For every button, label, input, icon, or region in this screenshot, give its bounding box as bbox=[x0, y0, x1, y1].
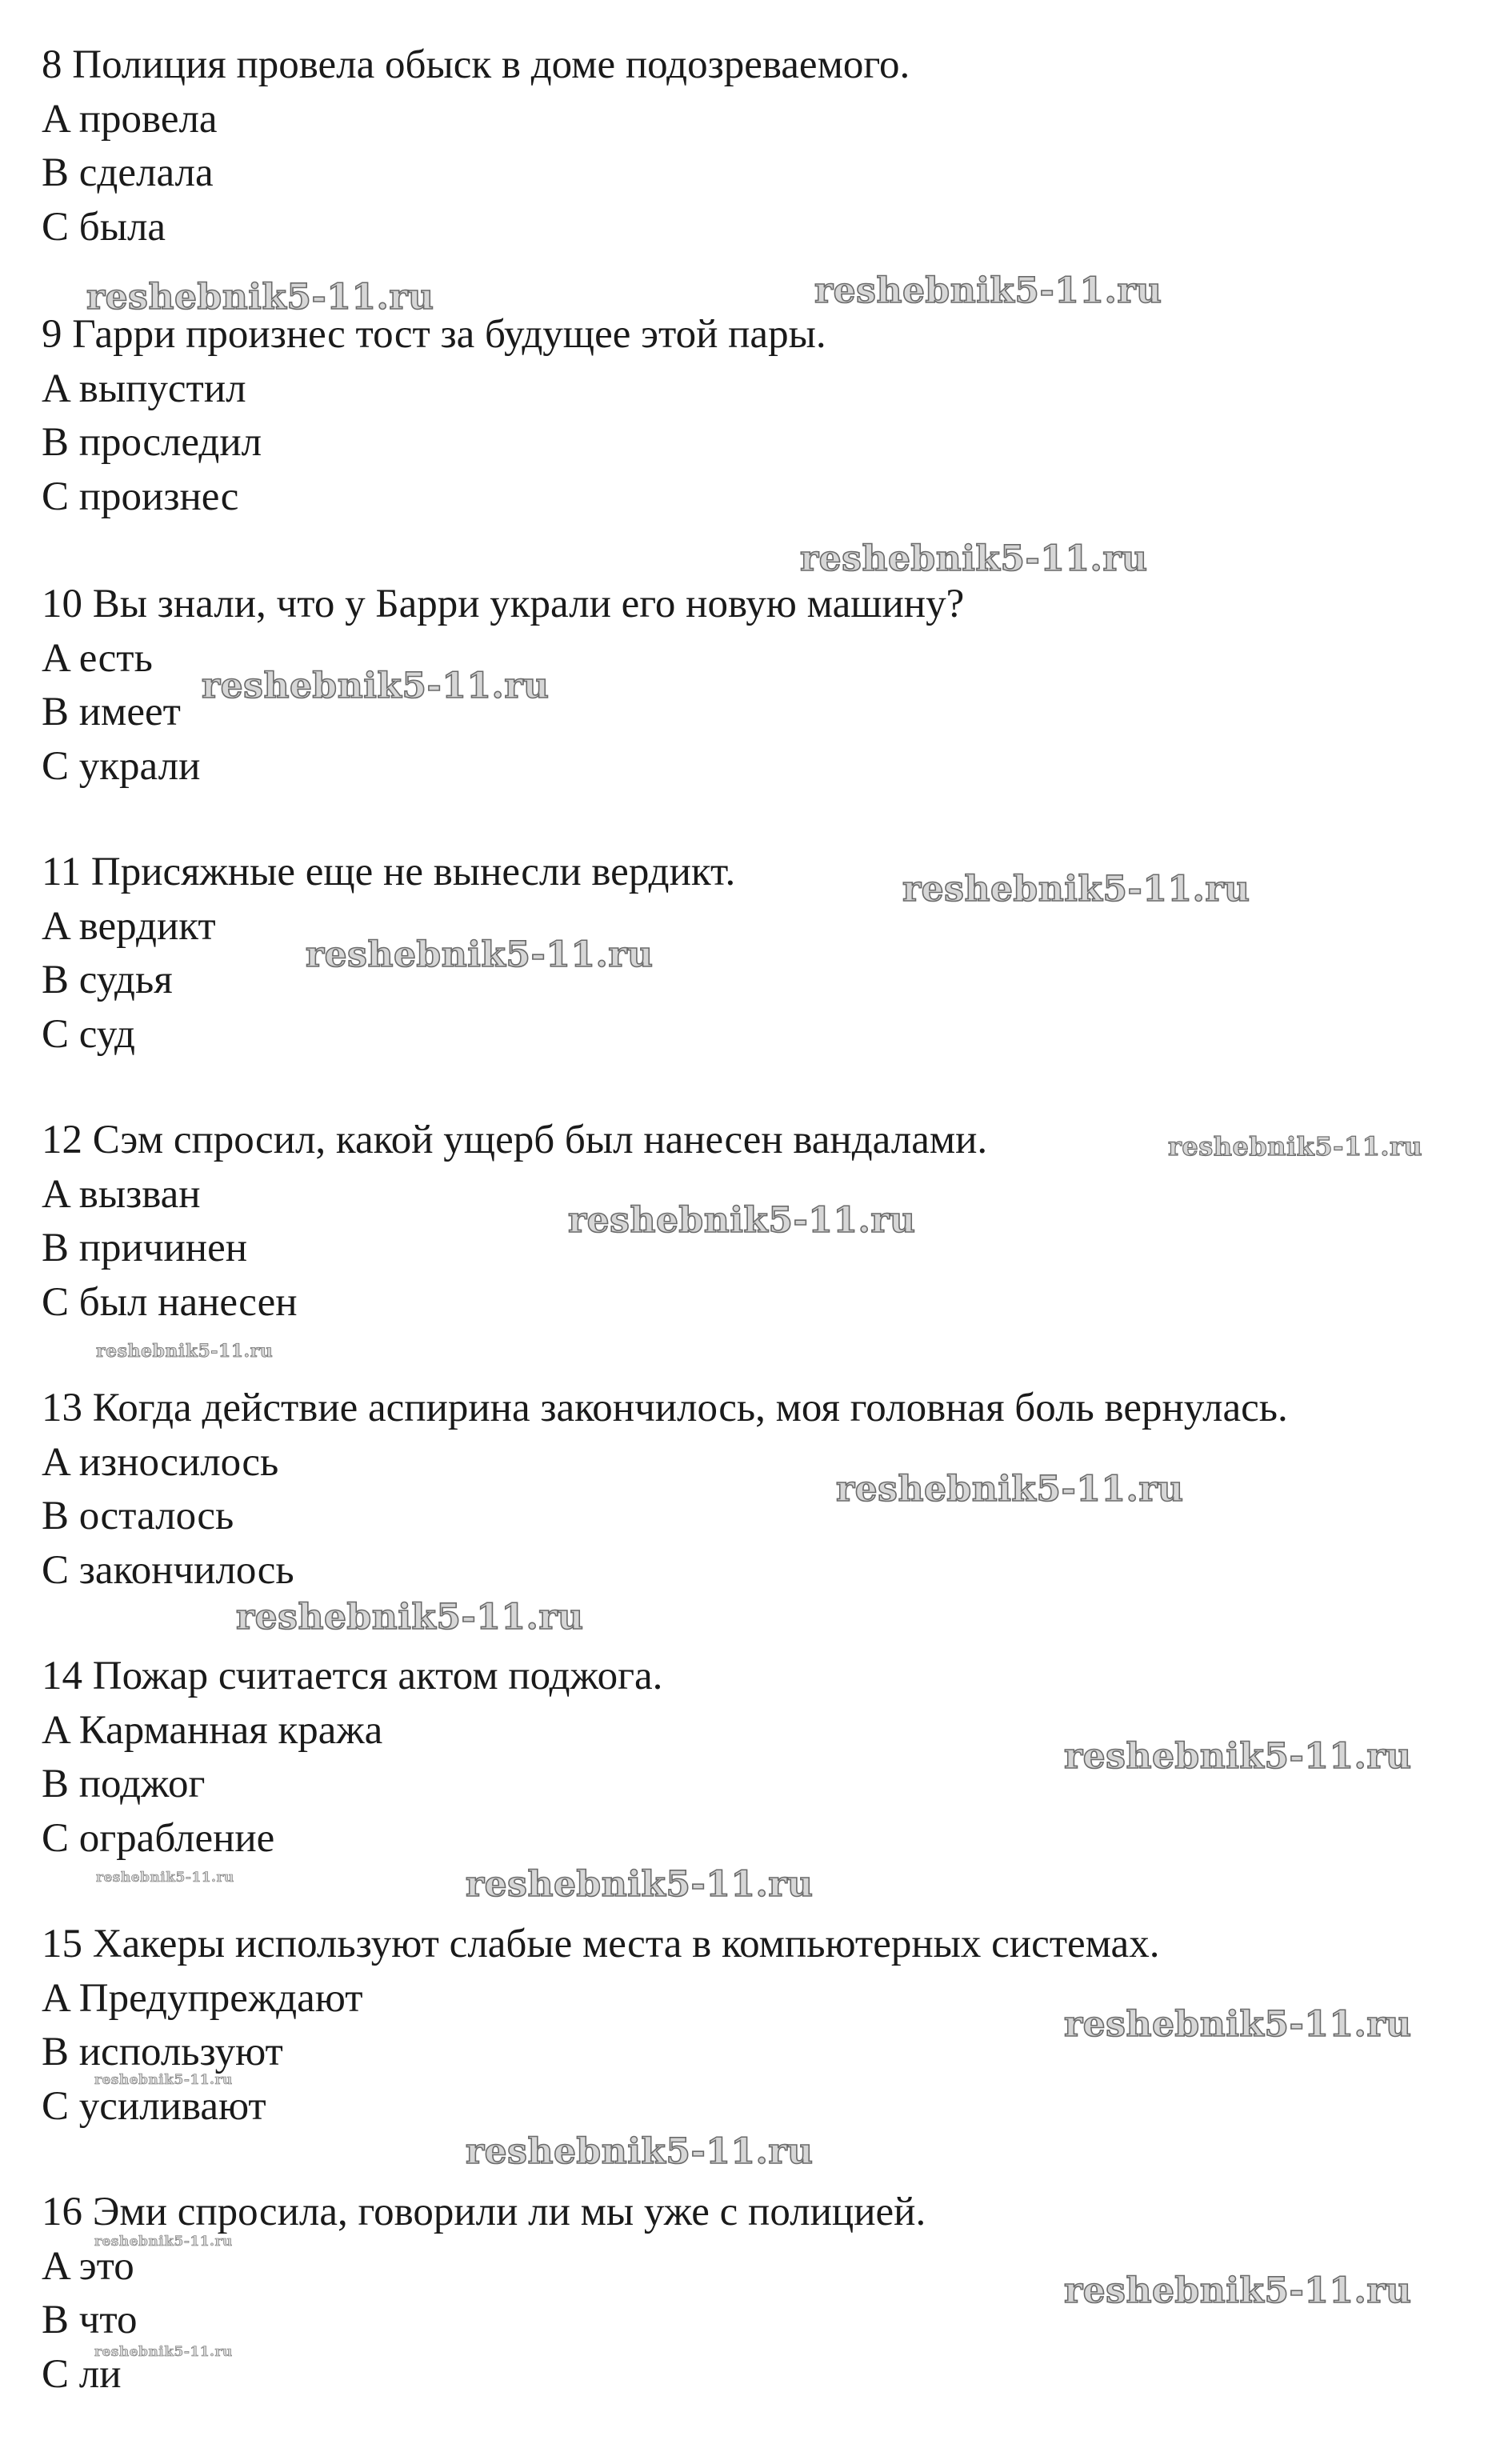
watermark: reshebnik5-11.ru bbox=[96, 1870, 234, 1886]
watermark: reshebnik5-11.ru bbox=[902, 869, 1250, 910]
question-8 bbox=[42, 38, 1482, 254]
question-prompt: 15 Хакеры используют слабые места в компьютерных системах. bbox=[42, 1922, 1160, 1966]
option-c: C усиливают bbox=[42, 2083, 266, 2129]
watermark: reshebnik5-11.ru bbox=[1064, 2270, 1412, 2311]
option-c: C ли bbox=[42, 2351, 122, 2397]
option-a: A выпустил bbox=[42, 366, 246, 411]
question-prompt: 11 Присяжные еще не вынесли вердикт. bbox=[42, 850, 736, 894]
option-a: A провела bbox=[42, 96, 218, 142]
option-c: C произнес bbox=[42, 474, 239, 519]
watermark: reshebnik5-11.ru bbox=[96, 1341, 274, 1362]
question-prompt: 8 Полиция провела обыск в доме подозреваемого. bbox=[42, 42, 910, 87]
question-9 bbox=[42, 308, 1482, 524]
option-b: B причинен bbox=[42, 1226, 248, 1270]
question-prompt: 9 Гарри произнес тост за будущее этой пары. bbox=[42, 312, 826, 357]
question-11 bbox=[42, 846, 1482, 1062]
watermark: reshebnik5-11.ru bbox=[466, 1864, 814, 1905]
question-prompt: 12 Сэм спросил, какой ущерб был нанесен вандалами. bbox=[42, 1118, 988, 1162]
watermark: reshebnik5-11.ru bbox=[814, 270, 1162, 311]
option-b: B проследил bbox=[42, 420, 262, 465]
question-prompt: 10 Вы знали, что у Барри украли его новую машину? bbox=[42, 582, 965, 626]
watermark: reshebnik5-11.ru bbox=[568, 1200, 916, 1241]
option-b: B судья bbox=[42, 958, 173, 1002]
watermark: reshebnik5-11.ru bbox=[1064, 1736, 1412, 1777]
option-a: A вызван bbox=[42, 1171, 201, 1217]
option-a: A есть bbox=[42, 635, 153, 681]
watermark: reshebnik5-11.ru bbox=[202, 666, 550, 706]
watermark: reshebnik5-11.ru bbox=[1064, 2004, 1412, 2045]
watermark: reshebnik5-11.ru bbox=[800, 538, 1148, 579]
question-13 bbox=[42, 1382, 1482, 1598]
watermark: reshebnik5-11.ru bbox=[306, 934, 654, 975]
watermark: reshebnik5-11.ru bbox=[94, 2234, 233, 2250]
option-b: B поджог bbox=[42, 1762, 206, 1806]
question-prompt: 14 Пожар считается актом поджога. bbox=[42, 1654, 663, 1698]
option-c: C украли bbox=[42, 743, 201, 789]
option-b: B имеет bbox=[42, 690, 181, 734]
option-c: C был нанесен bbox=[42, 1279, 298, 1325]
watermark: reshebnik5-11.ru bbox=[86, 277, 434, 318]
watermark: reshebnik5-11.ru bbox=[836, 1469, 1184, 1510]
watermark: reshebnik5-11.ru bbox=[236, 1597, 584, 1638]
question-prompt: 16 Эми спросила, говорили ли мы уже с полицией. bbox=[42, 2190, 926, 2234]
option-b: B что bbox=[42, 2298, 138, 2342]
option-c: C суд bbox=[42, 1011, 135, 1057]
option-c: C закончилось bbox=[42, 1547, 294, 1593]
question-prompt: 13 Когда действие аспирина закончилось, моя головная боль вернулась. bbox=[42, 1386, 1288, 1430]
watermark: reshebnik5-11.ru bbox=[466, 2131, 814, 2172]
watermark: reshebnik5-11.ru bbox=[94, 2344, 233, 2360]
watermark: reshebnik5-11.ru bbox=[94, 2072, 233, 2088]
option-b: B используют bbox=[42, 2030, 283, 2074]
option-a: A вердикт bbox=[42, 903, 216, 949]
option-a: A износилось bbox=[42, 1439, 279, 1485]
option-c: C была bbox=[42, 204, 166, 250]
option-a: A Предупреждают bbox=[42, 1975, 363, 2021]
option-c: C ограбление bbox=[42, 1815, 275, 1861]
option-a: A Карманная кража bbox=[42, 1707, 383, 1753]
option-b: B осталось bbox=[42, 1494, 234, 1538]
option-a: A это bbox=[42, 2243, 134, 2289]
option-b: B сделала bbox=[42, 150, 214, 195]
watermark: reshebnik5-11.ru bbox=[1168, 1131, 1423, 1162]
